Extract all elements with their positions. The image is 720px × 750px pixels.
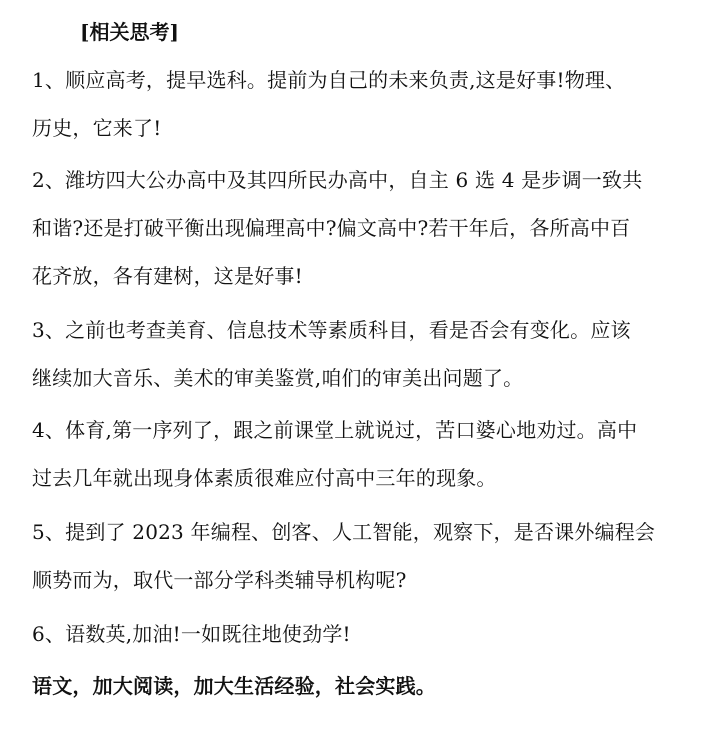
paragraph-4-line-2: 过去几年就出现身体素质很难应付高中三年的现象。: [32, 466, 497, 490]
paragraph-6-line-1: 6、语数英,加油!一如既往地使劲学!: [32, 622, 351, 646]
paragraph-2: [32, 156, 708, 300]
paragraph-2-line-1: 2、潍坊四大公办高中及其四所民办高中，自主 6 选 4 是步调一致共: [32, 168, 643, 192]
closing-statement-line: 语文，加大阅读，加大生活经验，社会实践。: [32, 674, 436, 698]
paragraph-3: [32, 306, 708, 402]
paragraph-6: [32, 610, 708, 658]
paragraph-5-line-1: 5、提到了 2023 年编程、创客、人工智能，观察下，是否课外编程会: [32, 520, 656, 544]
paragraph-2-line-2: 和谐?还是打破平衡出现偏理高中?偏文高中?若干年后，各所高中百: [32, 216, 631, 240]
paragraph-1-line-1: 1、顺应高考，提早选科。提前为自己的未来负责,这是好事!物理、: [32, 68, 626, 92]
paragraph-4-line-1: 4、体育,第一序列了，跟之前课堂上就说过，苦口婆心地劝过。高中: [32, 418, 638, 442]
paragraph-1: [32, 56, 708, 152]
paragraph-5: [32, 508, 708, 604]
closing-statement: [32, 662, 708, 710]
paragraph-1-line-2: 历史，它来了!: [32, 116, 162, 140]
paragraph-2-line-3: 花齐放，各有建树，这是好事!: [32, 264, 303, 288]
paragraph-4: [32, 406, 708, 502]
section-heading: [相关思考]: [80, 20, 179, 44]
paragraph-3-line-2: 继续加大音乐、美术的审美鉴赏,咱们的审美出问题了。: [32, 366, 524, 390]
paragraph-3-line-1: 3、之前也考查美育、信息技术等素质科目，看是否会有变化。应该: [32, 318, 631, 342]
paragraph-5-line-2: 顺势而为，取代一部分学科类辅导机构呢?: [32, 568, 407, 592]
